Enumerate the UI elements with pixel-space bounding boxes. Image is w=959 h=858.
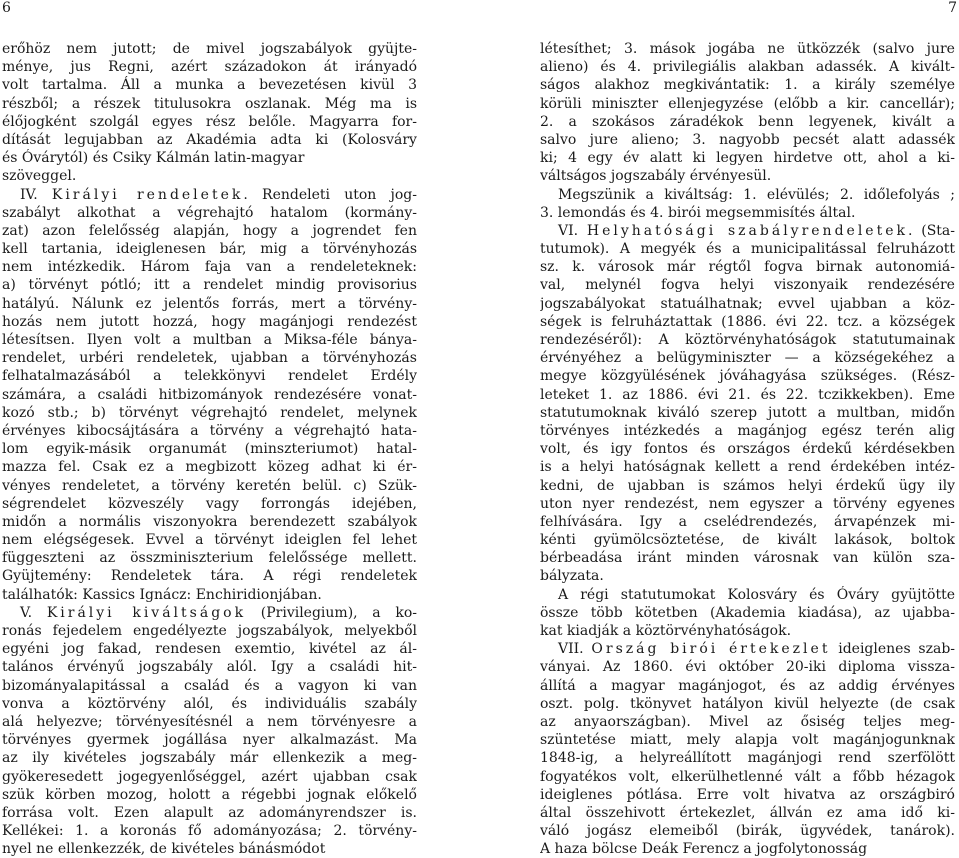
- text-line: ségrendelet közveszély vagy forrongás idejében,: [2, 495, 417, 512]
- text-line: törvényes intézkedés a magánjog egész terén alig: [540, 422, 955, 439]
- page-number-left: 6: [2, 0, 11, 16]
- text-line: ménye, jus Regni, azért századokon át irányadó: [2, 59, 417, 76]
- text-line: gyökeresedett jogegyenlőséggel, azért ujabban csak: [2, 768, 417, 785]
- text-line: statutumoknak kiváló szerep jutott a multban, midőn: [540, 404, 955, 421]
- text-line: által összehivott értekezlet, állván ez ama idő ki-: [540, 804, 955, 821]
- text-line: talános érvényű jogszabály alól. Igy a családi hit-: [2, 659, 417, 676]
- text-line: erőhöz nem jutott; de mivel jogszabályok gyüjte-: [2, 41, 417, 57]
- text-line: kénti gyümölcsöztetése, de kivált lakások, boltok: [540, 532, 955, 549]
- text-line: körüli miniszter ellenjegyzése (előbb a kir. cancellár);: [540, 95, 955, 112]
- text-line: szüntetése miatt, mely alapja volt magánjogunknak: [540, 732, 955, 749]
- spaced-heading: Királyi rendeletek: [51, 186, 244, 203]
- text-line: ronás fejedelem engedélyezte jogszabályok, melyekből: [2, 623, 417, 639]
- text-line: VI. Helyhatósági szabályrendeletek. (Sta-: [558, 222, 955, 239]
- text-line: Megszünik a kiváltság: 1. elévülés; 2. időlefolyás ;: [558, 186, 955, 203]
- text-line: nem intézkedik. Három faja van a rendeleteknek:: [2, 259, 417, 276]
- text-line: össze több kötetben (Akademia kiadása), az ujabba-: [540, 604, 955, 621]
- text-line: a) törvényt pótló; itt a rendelet mindig provisorius: [2, 277, 417, 294]
- text-line: lom egyik-másik organumát (minszteriumot) hatal-: [2, 441, 417, 458]
- text-line: ságos alakhoz megkivántatik: 1. a király személye: [540, 77, 955, 94]
- text-line: bályzata.: [540, 568, 604, 585]
- text-line: váltságos jogszabály érvényesül.: [540, 168, 772, 185]
- text-line: sz. k. városok már régtől fogva birnak autonomiá-: [540, 259, 955, 276]
- text-line: midőn a normális viszonyokra berendezett szabályok: [2, 513, 417, 530]
- right-text-column: [540, 40, 955, 858]
- text-line: vényes rendeletet, a törvény keretén belül. c) Szük-: [2, 477, 417, 494]
- text-line: zat) azon felelősség alapján, hogy a jogrendet fen: [2, 222, 417, 239]
- text-line: kozó stb.; b) törvényt végrehajtó rendelet, melynek: [2, 404, 417, 421]
- text-line: váló jogász elemeiből (birák, ügyvédek, tanárok).: [540, 823, 955, 840]
- text-line: kell tartania, ideiglenesen bár, mig a törvényhozás: [2, 241, 417, 258]
- text-line: jogszabályokat statuálhatnak; evvel ujabban a köz-: [540, 295, 955, 312]
- text-line: IV. Királyi rendeletek. Rendeleti uton jog-: [20, 186, 417, 203]
- text-line: volt tartalma. Áll a munka a bevezetésen kivül 3: [2, 77, 417, 94]
- text-line: volt, és igy fontos és országos érdekű kérdésekben: [540, 441, 955, 458]
- text-line: is a helyi hatóságnak kellett a rend érdekében intéz-: [540, 459, 955, 476]
- text-line: az anyaországban). Mivel az ősiség teljes meg-: [540, 713, 955, 730]
- text-line: rendezéséről): A köztörvényhatóságok statutumainak: [540, 332, 955, 348]
- text-line: egyéni jog fakad, rendesen exemtio, kivétel az ál-: [2, 641, 417, 658]
- text-line: forrása volt. Ezen alapult az adományrendszer is.: [2, 804, 417, 821]
- text-line: szabályt alkothat a végrehajtó hatalom (kormány-: [2, 204, 417, 221]
- text-line: 1848-ig, a helyreállított magánjogi rend szerfölött: [540, 750, 955, 767]
- text-line: kedni, de ujabban is számos helyi érdekű ügy ily: [540, 477, 955, 494]
- text-line: ideiglenes pótlása. Erre volt hivatva az országbiró: [540, 786, 955, 803]
- text-line: val, melynél fogva helyi viszonyaik rendezésére: [540, 277, 955, 294]
- text-line: törvényes gyermek jogállása nyer alkalmazást. Ma: [2, 732, 417, 749]
- text-line: létesítsen. Ilyen volt a multban a Miksa-féle bánya-: [2, 332, 417, 348]
- text-line: számára, a családi hitbizományok rendezésére vonat-: [2, 386, 417, 403]
- text-line: 2. a szokásos záradékok benn legyenek, kivált a: [540, 113, 955, 130]
- text-line: V. Királyi kiváltságok (Privilegium), a ko-: [20, 604, 417, 621]
- text-line: nyel ne ellenkezzék, de kivételes bánásmódot: [2, 841, 326, 858]
- text-line: érvényéhez a belügyminiszter — a községekéhez a: [540, 350, 955, 367]
- text-line: VII. Ország birói értekezlet ideiglenes szab-: [558, 641, 955, 658]
- text-line: A haza bölcse Deák Ferencz a jogfolytonosság: [540, 841, 868, 858]
- spaced-heading: Királyi kiváltságok: [46, 604, 247, 621]
- text-line: mazza fel. Csak ez a megbizott közeg adhat ki ér-: [2, 459, 417, 476]
- text-line: az ily kivételes jogszabály már ellenkezik a meg-: [2, 750, 417, 767]
- text-line: salvo jure alieno; 3. nagyobb pecsét alatt adassék: [540, 131, 955, 148]
- text-line: hatályú. Nálunk ez jelentős forrás, mert a törvény-: [2, 295, 417, 312]
- text-line: érvényes kibocsájtására a törvény a végrehajtó hata-: [2, 422, 417, 439]
- text-line: létesíthet; 3. mások jogába ne ütközzék (salvo jure: [540, 41, 955, 57]
- text-line: alá helyezve; törvényesítésnél a nem törvényesre a: [2, 713, 417, 730]
- text-line: élőjogként szolgál egyes rész belőle. Magyarra for-: [2, 113, 417, 130]
- text-line: rendelet, urbéri rendeletek, ujabban a törvényhozás: [2, 350, 417, 367]
- text-line: függeszteni az összminiszterium felelőssége mellett.: [2, 550, 417, 567]
- text-line: szöveggel.: [2, 168, 77, 185]
- text-line: bizományalapitással a család és a vagyon ki van: [2, 677, 417, 694]
- text-line: nem elégségesek. Evvel a törvényt ideiglen fel lehet: [2, 532, 417, 549]
- text-line: találhatók: Kassics Ignácz: Enchiridionjában.: [2, 586, 322, 603]
- text-line: felhívására. Igy a cselédrendezés, árvapénzek mi-: [540, 513, 955, 530]
- text-line: alieno) és 4. privilegiális alakban adassék. A kivált-: [540, 59, 955, 76]
- text-line: ségek is felruháztattak (1886. évi 22. tcz. a községek: [540, 313, 955, 330]
- text-line: 3. lemondás és 4. birói megsemmisítés által.: [540, 204, 856, 221]
- text-line: kat kiadják a köztörvényhatóságok.: [540, 623, 792, 639]
- text-line: oszt. polg. tkönyvet hatályon kivül helyezte (de csak: [540, 695, 955, 712]
- text-line: fogyatékos volt, elkerülhetlenné vált a főbb hézagok: [540, 768, 955, 785]
- text-line: dítását legujabban az Akadémia adta ki (Kolosváry: [2, 131, 417, 148]
- spaced-heading: Ország birói értekezlet: [591, 641, 831, 658]
- text-line: és Óvárytól) és Csiky Kálmán latin-magyar: [2, 150, 305, 167]
- text-line: hozás nem jutott hozzá, hogy magánjogi rendezést: [2, 313, 417, 330]
- text-line: leteket 1. az 1886. évi 21. és 22. tczikkekben). Eme: [540, 386, 955, 403]
- text-line: Kellékei: 1. a koronás fő adományozása; 2. törvény-: [2, 823, 417, 840]
- text-line: bérbeadása iránt minden városnak van külön sza-: [540, 550, 955, 567]
- text-line: Gyüjtemény: Rendeletek tára. A régi rendeletek: [2, 568, 417, 585]
- text-line: ványai. Az 1860. évi október 20-iki diploma vissza-: [540, 659, 955, 676]
- text-line: állítá a magyar magánjogot, és az addig érvényes: [540, 677, 955, 694]
- text-line: felhatalmazásából a telekkönyvi rendelet Erdély: [2, 368, 417, 385]
- left-text-column: [2, 40, 417, 858]
- page-number-right: 7: [948, 0, 957, 16]
- spaced-heading: Helyhatósági szabályrendeletek: [586, 222, 908, 239]
- text-line: uton nyer rendezést, nem egyszer a törvény egyenes: [540, 495, 955, 512]
- text-line: megye közgyülésének jóváhagyása szükséges. (Rész-: [540, 368, 955, 385]
- text-line: részből; a részek titulusokra oszlanak. Még ma is: [2, 95, 417, 112]
- text-line: szük körben mozog, holott a régebbi jognak előkelő: [2, 786, 417, 803]
- text-line: tutumok). A megyék és a municipalitással felruházott: [540, 241, 955, 258]
- text-line: vonva a köztörvény alól, és individuális szabály: [2, 695, 417, 712]
- text-line: ki; 4 egy év alatt ki legyen hirdetve ott, ahol a ki-: [540, 150, 955, 167]
- text-line: A régi statutumokat Kolosváry és Óváry gyüjtötte: [558, 586, 955, 603]
